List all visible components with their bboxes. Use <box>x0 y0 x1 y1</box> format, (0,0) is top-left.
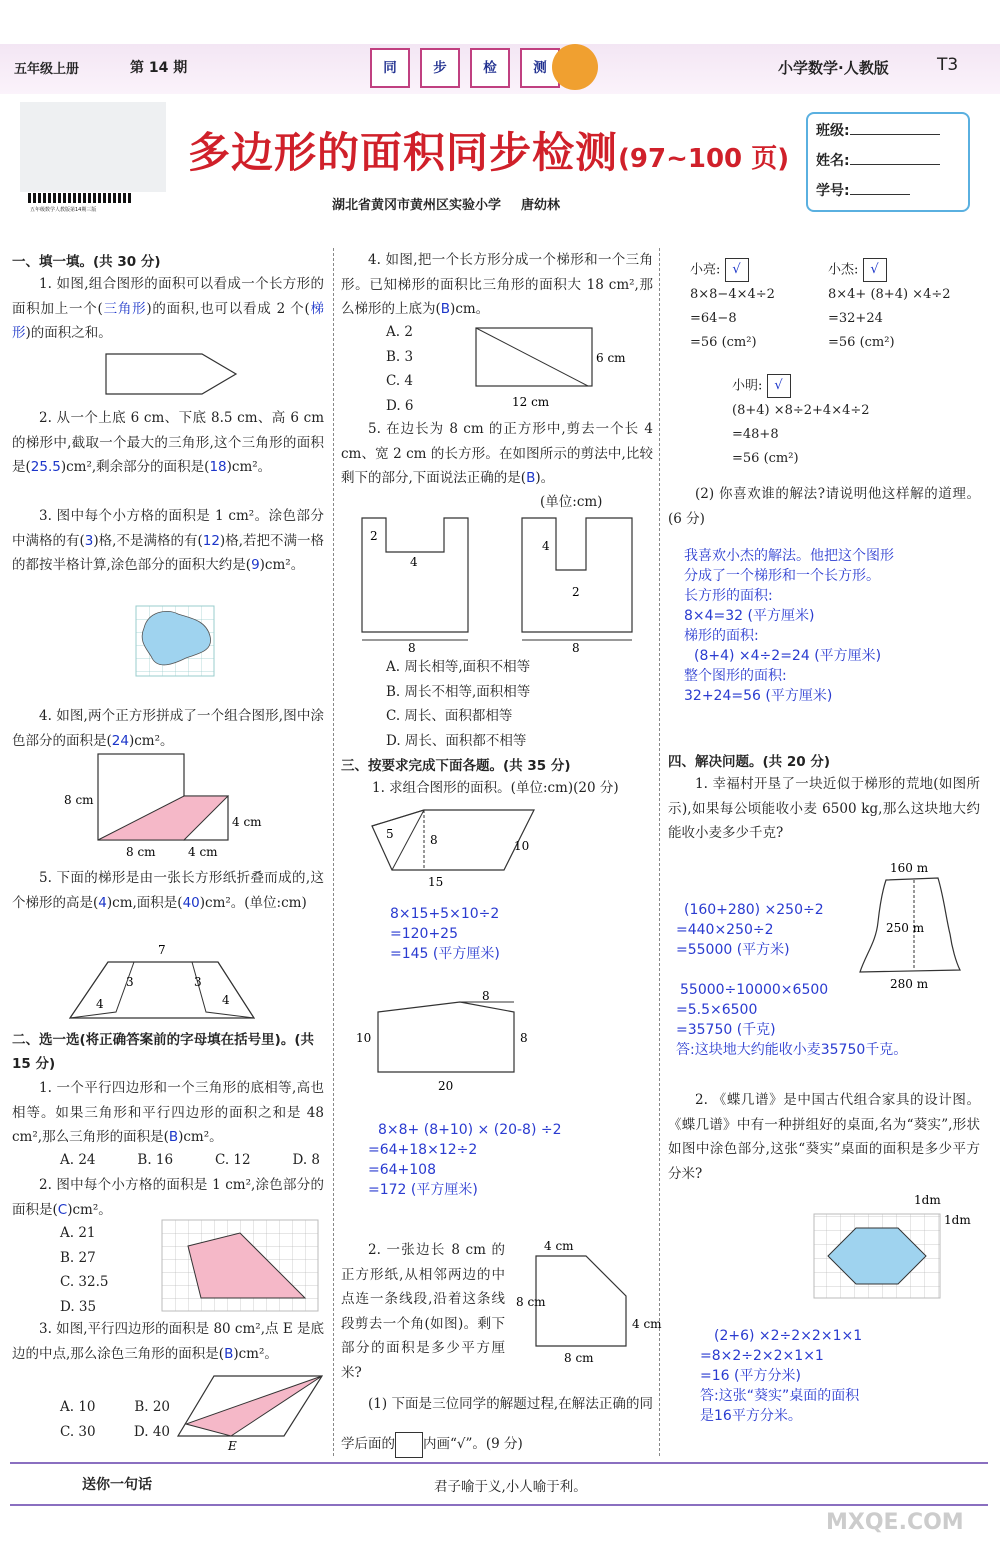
column-divider <box>333 248 334 1456</box>
section-4-title: 四、解决问题。(共 20 分) <box>668 754 831 770</box>
section-3-title: 三、按要求完成下面各题。(共 35 分) <box>341 758 571 774</box>
s4-question-1: 1. 幸福村开垦了一块近似于梯形的荒地(如图所示),如果每公顷能收小麦 6500 kg,那么这块地大约能收小麦多少千克? <box>668 776 980 841</box>
label: 250 m <box>886 921 925 935</box>
s3-answer-1: 8×15+5×10÷2 =120+25 =145 (平方厘米) <box>390 906 500 962</box>
solution-xiaojie: 小杰: √ 8×4+ (8+4) ×4÷2 =32+24 =56 (cm²) <box>828 258 951 355</box>
s1-question-4: 4. 如图,两个正方形拼成了一个组合图形,图中涂色部分的面积是(24)cm²。 <box>12 708 324 749</box>
s4-answer-1: (160+280) ×250÷2 =440×250÷2 =55000 (平方米) 55000÷10000×6500 =5.5×6500 =35750 (千克) 答:这块地大约能收小麦35750千克。 <box>676 902 908 1058</box>
label: 8 <box>520 1031 528 1045</box>
s2-q5-figures <box>352 508 652 656</box>
label: 4 <box>410 555 418 569</box>
header-subject: 小学数学·人教版 <box>778 59 889 77</box>
label: 5 <box>386 827 394 841</box>
label: 10 <box>514 839 530 853</box>
mascot-icon <box>552 44 598 90</box>
section-2-title: 二、选一选(将正确答案前的字母填在括号里)。(共 15 分) <box>12 1032 315 1072</box>
option[interactable]: D. 周长、面积都不相等 <box>386 732 527 749</box>
label: 8 cm <box>564 1351 594 1365</box>
option[interactable]: B. 16 <box>137 1152 174 1168</box>
label: 8 <box>572 641 580 655</box>
solution-xiaoliang: 小亮: √ 8×8−4×4÷2 =64−8 =56 (cm²) <box>690 258 775 355</box>
check-mark[interactable]: √ <box>863 258 887 282</box>
s3-question-2: 2. 一张边长 8 cm 的正方形纸,从相邻两边的中点连一条线段,沿着这条线段剪去一个角(如图)。剩下部分的面积是多少平方厘米? <box>341 1242 505 1381</box>
label: 1dm <box>944 1213 971 1227</box>
qr-strip <box>28 193 132 203</box>
label: 3 <box>194 975 202 989</box>
watermark: MXQE.COM <box>826 1510 964 1535</box>
s2-q1-options <box>60 1148 320 1173</box>
tile: 测 <box>520 48 560 88</box>
option[interactable]: A. 24 <box>60 1152 96 1168</box>
s3-question-2-sub1: (1) 下面是三位同学的解题过程,在解法正确的同学后面的 内画“√”。(9 分) <box>341 1384 653 1464</box>
answer-checkbox[interactable] <box>395 1432 423 1458</box>
label: 3 <box>126 975 134 989</box>
label: 8 cm <box>64 793 94 807</box>
option[interactable]: B. 20 <box>134 1399 170 1415</box>
s1-question-3: 3. 图中每个小方格的面积是 1 cm²。涂色部分中满格的有(3)格,不是满格的有(12)格,若把不满一格的都按半格计算,涂色部分的面积大约是(9)cm²。 <box>12 508 324 573</box>
s1-question-1: 1. 如图,组合图形的面积可以看成一个长方形的面积加上一个(三角形)的面积,也可以看成 2 个(梯形)的面积之和。 <box>12 276 325 341</box>
header-issue: 第 14 期 <box>130 60 188 76</box>
s2-question-5: 5. 在边长为 8 cm 的正方形中,剪去一个长 4 cm、宽 2 cm 的长方形。在如图所示的剪法中,比较剩下的部分,下面说法正确的是(B)。 <box>341 421 653 486</box>
label: 8 <box>430 833 438 847</box>
s2-q2-options <box>60 1221 120 1319</box>
label: 4 <box>96 997 104 1011</box>
label: 4 cm <box>544 1239 574 1253</box>
label: 4 <box>222 993 230 1007</box>
option[interactable]: C. 30 <box>60 1423 96 1440</box>
footer-quote: 君子喻于义,小人喻于利。 <box>434 1479 587 1495</box>
header-page: T3 <box>937 55 959 75</box>
s2-question-4: 4. 如图,把一个长方形分成一个梯形和一个三角形。已知梯形的面积比三角形的面积大 18 cm²,那么梯形的上底为(B)cm。 <box>341 252 653 317</box>
option[interactable]: B. 周长不相等,面积相等 <box>386 683 531 700</box>
s3-fig3 <box>512 1236 662 1366</box>
label: 4 <box>542 539 550 553</box>
label: 10 <box>356 1031 372 1045</box>
s1-q5-figure <box>64 940 264 1022</box>
label: 1dm <box>914 1193 941 1207</box>
tile: 步 <box>420 48 460 88</box>
option[interactable]: C. 32.5 <box>60 1274 109 1290</box>
qr-caption: 五年级数学人教版第14期三版 <box>30 207 97 213</box>
s2-q3-options <box>60 1395 170 1444</box>
s2-question-2: 2. 图中每个小方格的面积是 1 cm²,涂色部分的面积是(C)cm²。 <box>12 1177 324 1218</box>
option[interactable]: D. 8 <box>292 1152 320 1168</box>
section-1-title: 一、填一填。(共 30 分) <box>12 254 161 270</box>
label: 8 cm <box>126 845 156 859</box>
s2-q2-grid-figure <box>162 1220 318 1312</box>
label: 4 cm <box>188 845 218 859</box>
class-field[interactable]: 班级: <box>816 120 940 140</box>
label: 15 <box>428 875 444 889</box>
option[interactable]: D. 6 <box>386 397 414 414</box>
s2-question-1: 1. 一个平行四边形和一个三角形的底相等,高也相等。如果三角形和平行四边形的面积之和是 48 cm²,那么三角形的面积是(B)cm²。 <box>12 1080 324 1145</box>
s2-question-3: 3. 如图,平行四边形的面积是 80 cm²,点 E 是底边的中点,那么涂色三角形的面积是(B)cm²。 <box>12 1321 324 1362</box>
option[interactable]: D. 35 <box>60 1298 97 1315</box>
option[interactable]: B. 3 <box>386 348 414 365</box>
s3-answer-3: 我喜欢小杰的解法。他把这个图形 分成了一个梯形和一个长方形。 长方形的面积: 8×4=32 (平方厘米) 梯形的面积: (8+4) ×4÷2=24 (平方厘米) 整个图形的面积: 32+24=56 (平方厘米) <box>684 548 894 704</box>
check-mark[interactable]: √ <box>725 258 749 282</box>
s2-q4-options <box>386 320 414 418</box>
author-line: 湖北省黄冈市黄州区实验小学 唐幼林 <box>332 198 561 213</box>
s1-question-2: 2. 从一个上底 6 cm、下底 8.5 cm、高 6 cm 的梯形中,截取一个最大的三角形,这个三角形的面积是(25.5)cm²,剩余部分的面积是(18)cm²。 <box>12 410 324 475</box>
s4-question-2: 2. 《蝶几谱》是中国古代组合家具的设计图。《蝶几谱》中有一种拼组好的桌面,名为“葵实”,形状如图中涂色部分,这张“葵实”桌面的面积是多少平方分米? <box>668 1092 980 1182</box>
id-field[interactable]: 学号: <box>816 180 910 200</box>
s1-q4-figure <box>60 752 270 864</box>
s3-fig1 <box>364 804 534 890</box>
label: 20 <box>438 1079 454 1093</box>
s1-question-5: 5. 下面的梯形是由一张长方形纸折叠而成的,这个梯形的高是(4)cm,面积是(40)cm²。(单位:cm) <box>12 870 324 911</box>
solution-xiaoming: 小明: √ (8+4) ×8÷2+4×4÷2 =48+8 =56 (cm²) <box>732 374 870 471</box>
label: 4 cm <box>632 1317 662 1331</box>
s3-fig2 <box>352 990 542 1094</box>
label: 280 m <box>890 977 929 991</box>
s4-answer-2: (2+6) ×2÷2×2×1×1 =8×2÷2×2×1×1 =16 (平方分米) 答:这张“葵实”桌面的面积 是16平方分米。 <box>700 1328 863 1424</box>
label: E <box>228 1439 237 1453</box>
footer-label: 送你一句话 <box>82 1477 152 1493</box>
student-info-box <box>806 112 970 212</box>
tile: 同 <box>370 48 410 88</box>
option[interactable]: A. 10 <box>60 1399 96 1415</box>
page-title: 多边形的面积同步检测(97~100 页) <box>188 128 790 177</box>
s4-fig2 <box>812 1188 982 1298</box>
option[interactable]: A. 21 <box>60 1225 96 1241</box>
s1-q3-grid-figure <box>136 606 216 678</box>
label: 160 m <box>890 861 929 875</box>
header-grade: 五年级上册 <box>14 62 80 77</box>
option[interactable]: B. 27 <box>60 1249 96 1266</box>
option[interactable]: C. 12 <box>214 1152 251 1168</box>
option[interactable]: D. 40 <box>133 1423 170 1440</box>
label: 8 <box>482 989 490 1003</box>
s2-q3-figure <box>176 1374 326 1454</box>
column-divider <box>659 248 660 1456</box>
label: 2 <box>572 585 580 599</box>
s1-q1-figure <box>104 352 240 396</box>
s2-q5-unit: (单位:cm) <box>540 494 603 510</box>
label: 7 <box>158 943 166 957</box>
name-field[interactable]: 姓名: <box>816 150 940 170</box>
s3-question-2-sub2: (2) 你喜欢谁的解法?请说明他这样解的道理。(6 分) <box>668 486 980 527</box>
label: 4 cm <box>232 815 262 829</box>
label: 8 <box>408 641 416 655</box>
option[interactable]: C. 周长、面积都相等 <box>386 708 513 724</box>
option[interactable]: A. 周长相等,面积不相等 <box>386 659 531 675</box>
tile: 检 <box>470 48 510 88</box>
option[interactable]: A. 2 <box>386 324 413 340</box>
label: 2 <box>370 529 378 543</box>
label: 12 cm <box>512 395 550 409</box>
s2-q4-figure <box>472 326 642 414</box>
qr-placeholder <box>20 102 166 192</box>
s3-question-1: 1. 求组合图形的面积。(单位:cm)(20 分) <box>372 780 619 796</box>
option[interactable]: C. 4 <box>386 373 414 389</box>
s2-q5-options <box>386 655 530 753</box>
label: 8 cm <box>516 1295 546 1309</box>
check-mark[interactable]: √ <box>767 374 791 398</box>
s3-answer-2: 8×8+ (8+10) × (20-8) ÷2 =64+18×12÷2 =64+108 =172 (平方厘米) <box>368 1122 562 1198</box>
header-tiles <box>370 48 560 88</box>
label: 6 cm <box>596 351 626 365</box>
